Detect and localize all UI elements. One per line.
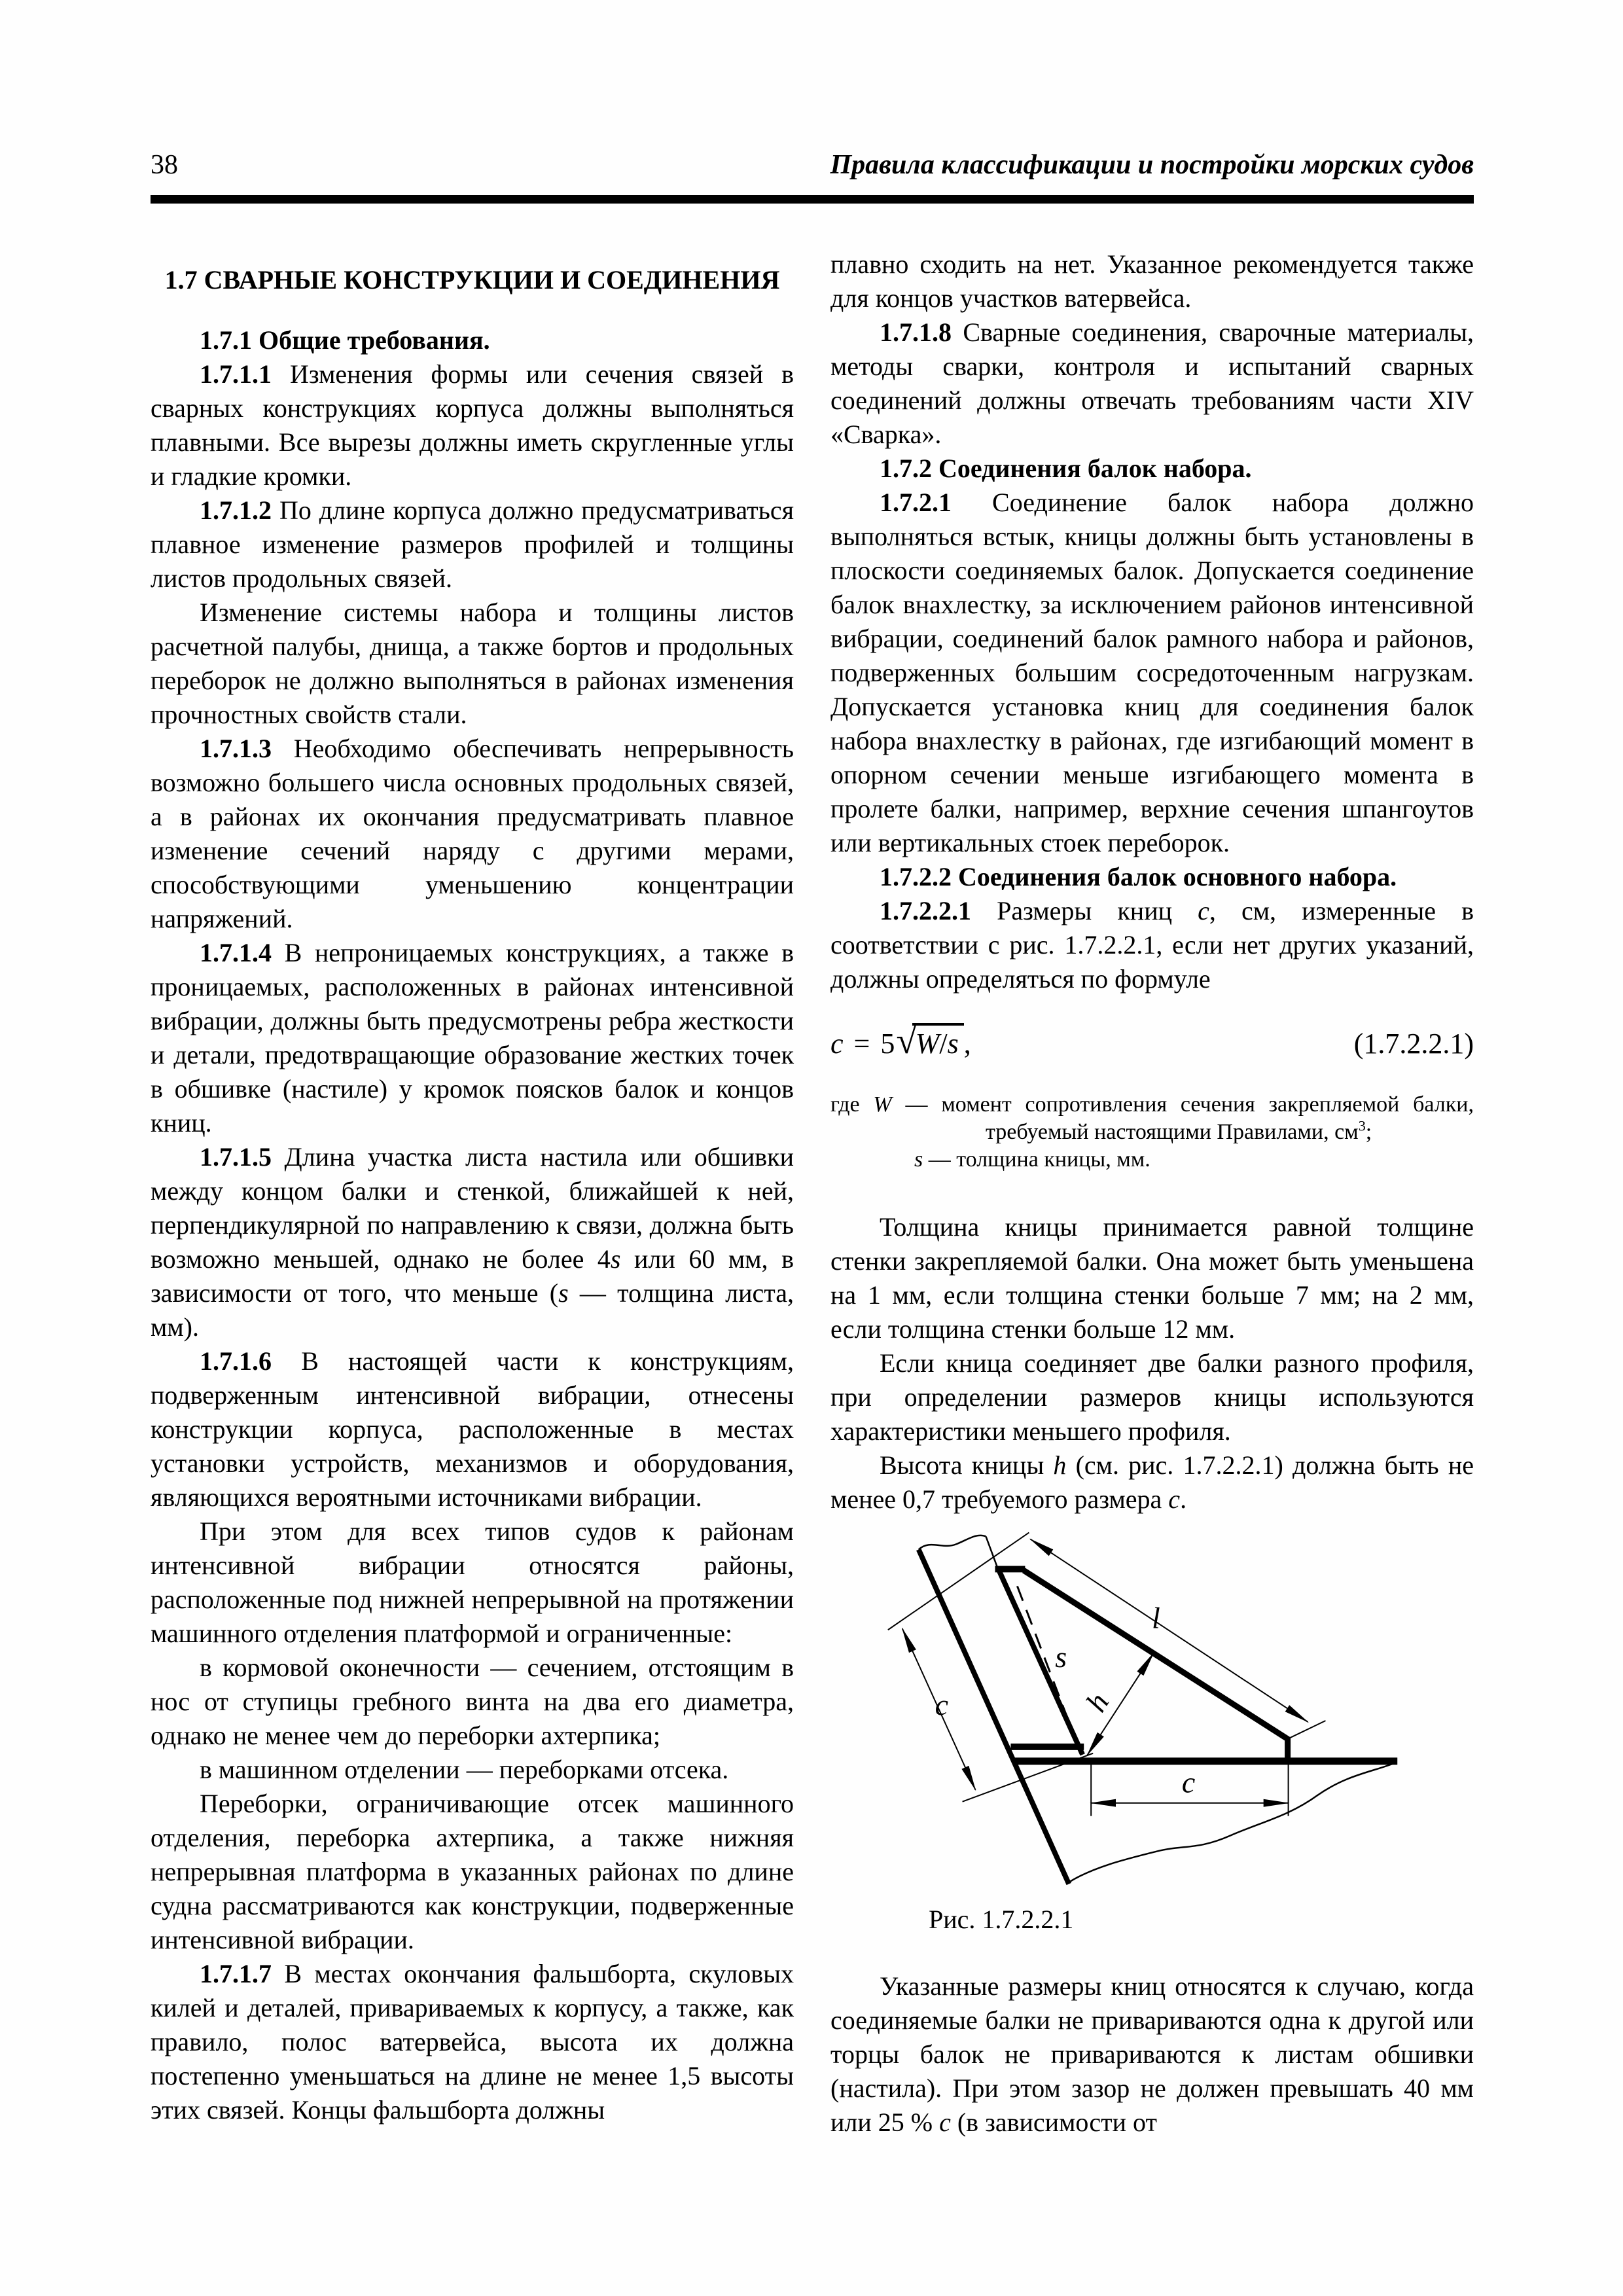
header-rule [151, 195, 1474, 204]
lower-break-wavy-line [1068, 1763, 1396, 1883]
formula-var-s: s [947, 1028, 959, 1060]
paragraph: где W — момент сопротивления сечения закрепляемой балки, требуемый настоящими Правилами, $см^3$; [830, 1092, 1474, 1144]
paragraph: плавно сходить на нет. Указанное рекомендуется также для концов участков ватервейса. [830, 249, 1474, 313]
formula-comma: , [963, 1028, 971, 1060]
right-paragraphs-bottom [830, 1969, 1474, 2140]
figure [830, 1528, 1474, 1935]
formula-expression [830, 1022, 971, 1062]
page-header [151, 149, 1474, 181]
paragraph: 1.7.1.8 Сварные соединения, сварочные материалы, методы сварки, контроля и испытаний сварных соединений должны отвечать требованиям части XIV «Сварка». [830, 317, 1474, 449]
equation-number: (1.7.2.2.1) [1353, 1028, 1474, 1060]
paragraph: Толщина кницы принимается равной толщине стенки закрепляемой балки. Она может быть уменьшена на 1 мм, если толщина стенки больше 7 мм; на 2 мм, если толщина стенки больше 12 мм. [830, 1212, 1474, 1344]
content-columns [151, 247, 1474, 2140]
header-title: Правила классификации и постройки морских судов [830, 150, 1474, 180]
right-paragraphs-middle [830, 1210, 1474, 1516]
bracket-diagram [830, 1528, 1474, 1895]
paragraph: 1.7.1.2 По длине корпуса должно предусматриваться плавное изменение размеров профилей и толщины листов продольных связей. [151, 495, 794, 593]
paragraph: При этом для всех типов судов к районам интенсивной вибрации относятся районы, расположенные под нижней непрерывной на протяжении машинного отделения платформой и ограниченные: [151, 1516, 794, 1648]
paragraph: 1.7.1.6 В настоящей части к конструкциям, подверженным интенсивной вибрации, отнесены конструкции корпуса, расположенные в местах установки устройств, механизмов и оборудования, являющихся вероятными источниками вибрации. [151, 1346, 794, 1512]
paragraph: 1.7.2.2 Соединения балок основного набора. [880, 862, 1397, 891]
paragraph: 1.7.1.4 В непроницаемых конструкциях, а также в проницаемых, расположенных в районах интенсивной вибрации, должны быть предусмотрены ребра жесткости и детали, предотвращающие образование жестких точек в обшивке (настиле) у кромок поясков балок и концов книц. [151, 938, 794, 1138]
paragraph: Указанные размеры книц относятся к случаю, когда соединяемые балки не привариваются одна к другой или торцы балок не привариваются к листам обшивки (настила). При этом зазор не должен превышать 40 мм или 25 % c (в зависимости от [830, 1971, 1474, 2137]
dim-label-c-bottom: c [1181, 1765, 1196, 1799]
subsection-heading: 1.7.1 Общие требования. [200, 325, 490, 355]
paragraph: в машинном отделении — переборками отсека. [200, 1755, 729, 1784]
fraction-slash: / [939, 1028, 948, 1060]
dim-label-h: h [1079, 1687, 1116, 1717]
left-paragraphs [151, 357, 794, 2127]
radicand [912, 1023, 964, 1060]
formula-var-w: W [915, 1028, 940, 1060]
paragraph: s — толщина кницы, мм. [914, 1147, 1150, 1172]
dim-label-c-beam: c [935, 1687, 949, 1721]
sqrt-symbol: √ [896, 1020, 917, 1062]
l-dimension-line [1030, 1539, 1308, 1722]
paragraph: Переборки, ограничивающие отсек машинного отделения, переборка ахтерпика, а также нижняя непрерывная платформа в указанных районах по длине судна рассматриваются как конструкции, подверженные интенсивной вибрации. [151, 1789, 794, 1954]
c-dim-top-extension-line [888, 1533, 1029, 1630]
equals-sign: = [853, 1028, 870, 1060]
paragraph: в кормовой оконечности — сечением, отстоящим в нос от ступицы гребного винта на два его диаметра, однако не менее чем до переборки ахтерпика; [151, 1653, 794, 1750]
formula-coefficient: 5 [880, 1028, 895, 1060]
dim-label-s: s [1055, 1640, 1067, 1674]
paragraph: Высота кницы h (см. рис. 1.7.2.2.1) должна быть не менее 0,7 требуемого размера c. [830, 1450, 1474, 1514]
l-dim-lower-extension-line [1291, 1721, 1326, 1738]
paragraph: 1.7.1.1 Изменения формы или сечения связей в сварных конструкциях корпуса должны выполняться плавными. Все вырезы должны иметь скругленные углы и гладкие кромки. [151, 359, 794, 491]
left-column [151, 247, 794, 2140]
paragraph: 1.7.1.5 Длина участка листа настила или обшивки между концом балки и стенкой, ближайшей к ней, перпендикулярной по направлению к связи, должна быть возможно меньшей, однако не более 4s или 60 мм, в зависимости от того, что меньше (s — толщина листа, мм). [151, 1142, 794, 1342]
page-number: 38 [151, 150, 178, 180]
paragraph: 1.7.2.1 Соединение балок набора должно выполняться встык, кницы должны быть установлены в плоскости соединяемых балок. Допускается соединение балок внахлестку, за исключением районов интенсивной вибрации, соединений балок рамного набора и районов, подверженных большим сосредоточенным нагрузкам. Допускается установка книц для соединения балок набора внахлестку в районах, где изгибающий момент в опорном сечении меньше изгибающего момента в пролете балки, например, верхние сечения шпангоутов или вертикальных стоек переборок. [830, 488, 1474, 857]
right-column [830, 247, 1474, 2140]
paragraph: 1.7.1.7 В местах окончания фальшборта, скуловых килей и деталей, привариваемых к корпусу, а также, как правило, полос ватервейса, высота их должна постепенно уменьшаться на длине не менее 1,5 высоты этих связей. Концы фальшборта должны [151, 1959, 794, 2125]
formula-var-c: c [830, 1028, 844, 1060]
right-paragraphs-top [830, 247, 1474, 996]
dim-label-l: l [1152, 1601, 1160, 1635]
paragraph: Если кница соединяет две балки разного профиля, при определении размеров кницы используются характеристики меньшего профиля. [830, 1348, 1474, 1446]
paragraph: 1.7.1.3 Необходимо обеспечивать непрерывность возможно большего числа основных продольных связей, а в районах их окончания предусматривать плавное изменение сечений наряду с другими мерами, способствующими уменьшению концентрации напряжений. [151, 734, 794, 933]
where-block [830, 1091, 1474, 1174]
figure-caption: Рис. 1.7.2.2.1 [929, 1905, 1074, 1934]
paragraph: 1.7.2 Соединения балок набора. [880, 454, 1252, 483]
section-heading: 1.7 СВАРНЫЕ КОНСТРУКЦИИ И СОЕДИНЕНИЯ [164, 265, 780, 295]
formula-block [830, 1022, 1474, 1062]
paragraph: 1.7.2.2.1 Размеры книц c, см, измеренные в соответствии с рис. 1.7.2.2.1, если нет других указаний, должны определяться по формуле [830, 896, 1474, 994]
upper-break-wavy-line [919, 1535, 986, 1550]
paragraph: Изменение системы набора и толщины листов расчетной палубы, днища, а также бортов и продольных переборок не должно выполняться в районах изменения прочностных свойств стали. [151, 598, 794, 729]
